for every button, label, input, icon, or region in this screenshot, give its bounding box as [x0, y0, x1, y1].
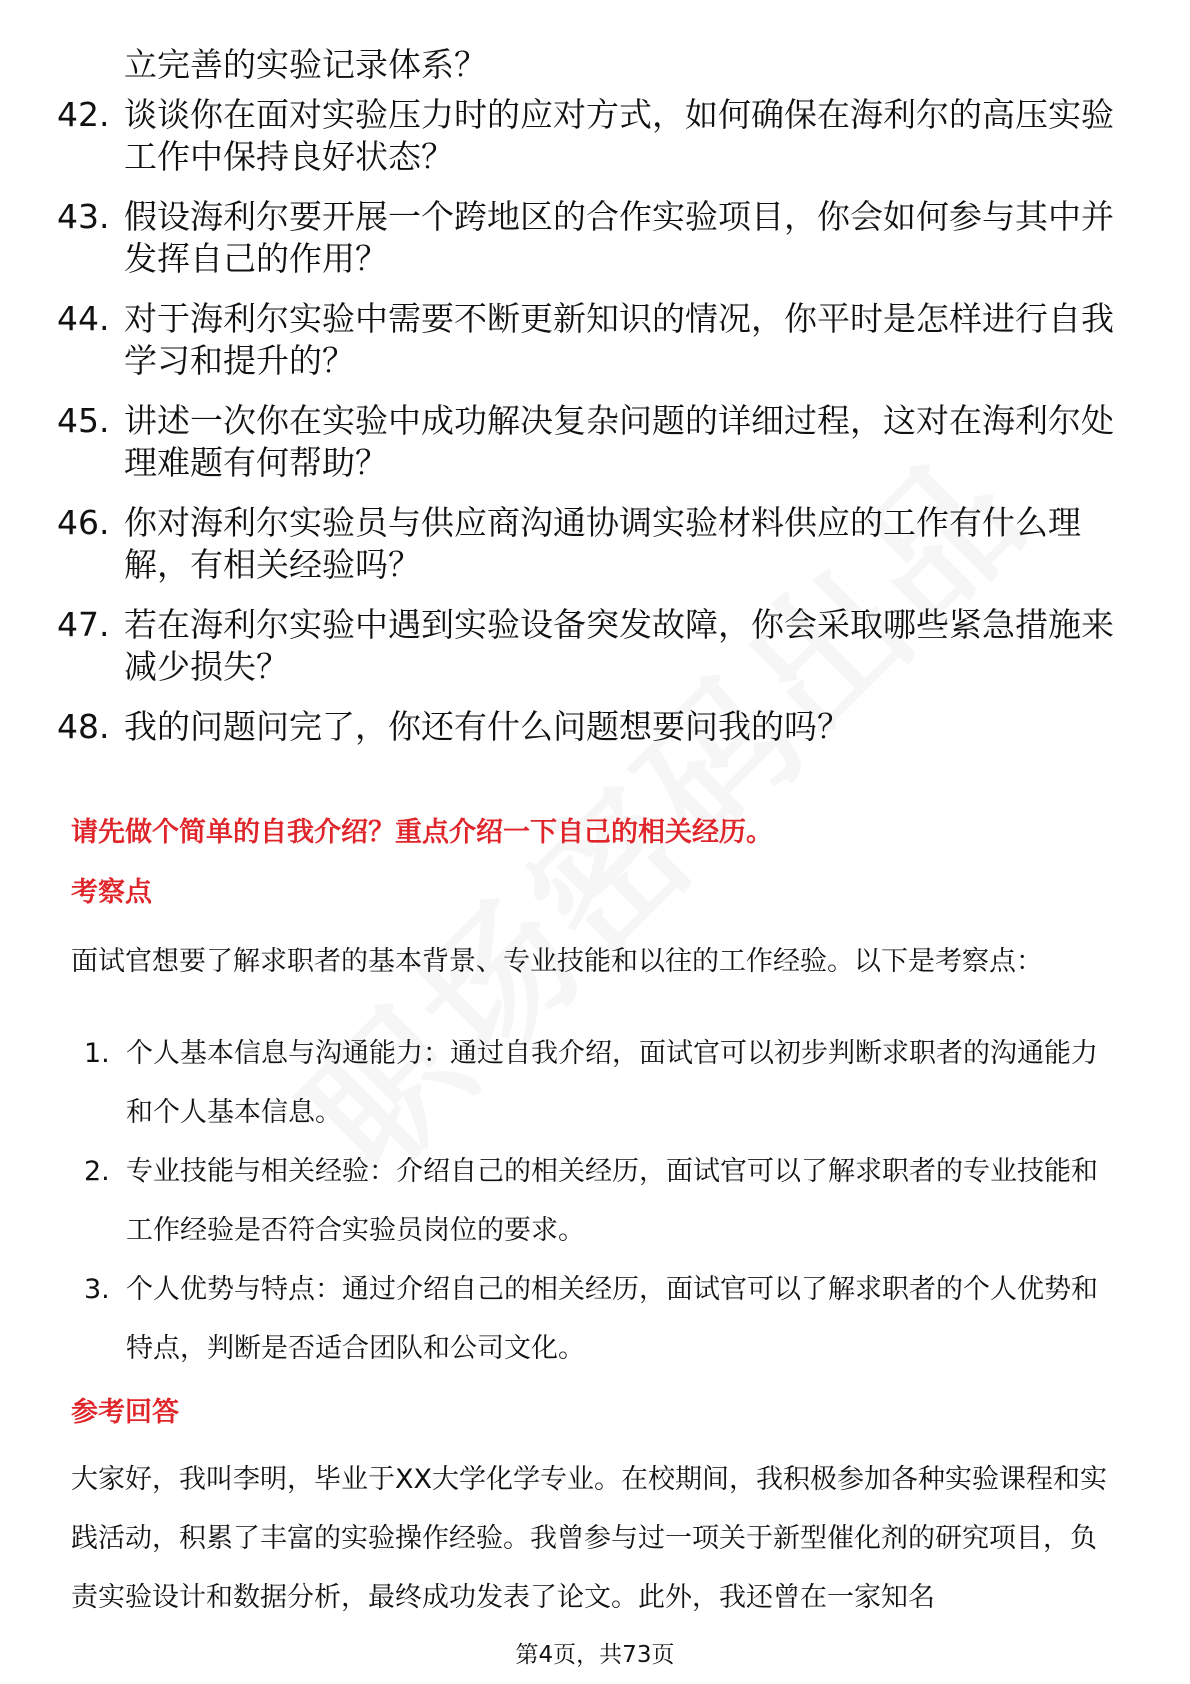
question-text: 讲述一次你在实验中成功解决复杂问题的详细过程，这对在海利尔处理难题有何帮助？: [124, 401, 1114, 482]
list-item: [84, 1024, 1124, 1142]
question-number: 43.: [57, 197, 110, 236]
question-list: [57, 44, 1137, 766]
question-number: 42.: [57, 95, 110, 134]
section-title-answer: 参考回答: [71, 1397, 179, 1428]
list-item: [84, 1260, 1124, 1378]
question-number: 44.: [57, 299, 110, 338]
list-item: [84, 1142, 1124, 1260]
list-item: [57, 502, 1137, 586]
question-number: 46.: [57, 503, 110, 542]
answer-paragraph: 大家好，我叫李明，毕业于XX大学化学专业。在校期间，我积极参加各种实验课程和实践活动，积累了丰富的实验操作经验。我曾参与过一项关于新型催化剂的研究项目，负责实验设计和数据分析，最终成功发表了论文。此外，我还曾在一家知名: [71, 1464, 1107, 1613]
question-text: 谈谈你在面对实验压力时的应对方式，如何确保在海利尔的高压实验工作中保持良好状态？: [124, 95, 1114, 176]
section-title-points: 考察点: [71, 877, 152, 908]
question-number: 47.: [57, 605, 110, 644]
question-number: 45.: [57, 401, 110, 440]
question-text: 你对海利尔实验员与供应商沟通协调实验材料供应的工作有什么理解，有相关经验吗？: [124, 503, 1081, 584]
question-continuation: 立完善的实验记录体系？: [124, 45, 487, 84]
points-list: [84, 1024, 1124, 1378]
point-text: 个人优势与特点：通过介绍自己的相关经历，面试官可以了解求职者的个人优势和特点，判断是否适合团队和公司文化。: [126, 1274, 1098, 1364]
points-intro-paragraph: 面试官想要了解求职者的基本背景、专业技能和以往的工作经验。以下是考察点：: [71, 946, 1043, 977]
page-footer: 第4页，共73页: [515, 1642, 675, 1668]
list-item: [57, 94, 1137, 178]
point-number: 3.: [84, 1274, 110, 1305]
question-text: 我的问题问完了，你还有什么问题想要问我的吗？: [124, 707, 850, 746]
point-text: 个人基本信息与沟通能力：通过自我介绍，面试官可以初步判断求职者的沟通能力和个人基本信息。: [126, 1038, 1098, 1128]
list-item: [57, 400, 1137, 484]
question-text: 假设海利尔要开展一个跨地区的合作实验项目，你会如何参与其中并发挥自己的作用？: [124, 197, 1114, 278]
list-item: [57, 298, 1137, 382]
question-number: 48.: [57, 707, 110, 746]
list-item: [57, 604, 1137, 688]
point-number: 2.: [84, 1156, 110, 1187]
question-text: 若在海利尔实验中遇到实验设备突发故障，你会采取哪些紧急措施来减少损失？: [124, 605, 1114, 686]
point-number: 1.: [84, 1038, 110, 1069]
featured-question-heading: 请先做个简单的自我介绍？重点介绍一下自己的相关经历。: [71, 817, 773, 848]
point-text: 专业技能与相关经验：介绍自己的相关经历，面试官可以了解求职者的专业技能和工作经验是否符合实验员岗位的要求。: [126, 1156, 1098, 1246]
list-item: [57, 196, 1137, 280]
question-text: 对于海利尔实验中需要不断更新知识的情况，你平时是怎样进行自我学习和提升的？: [124, 299, 1114, 380]
list-item: [57, 706, 1137, 748]
